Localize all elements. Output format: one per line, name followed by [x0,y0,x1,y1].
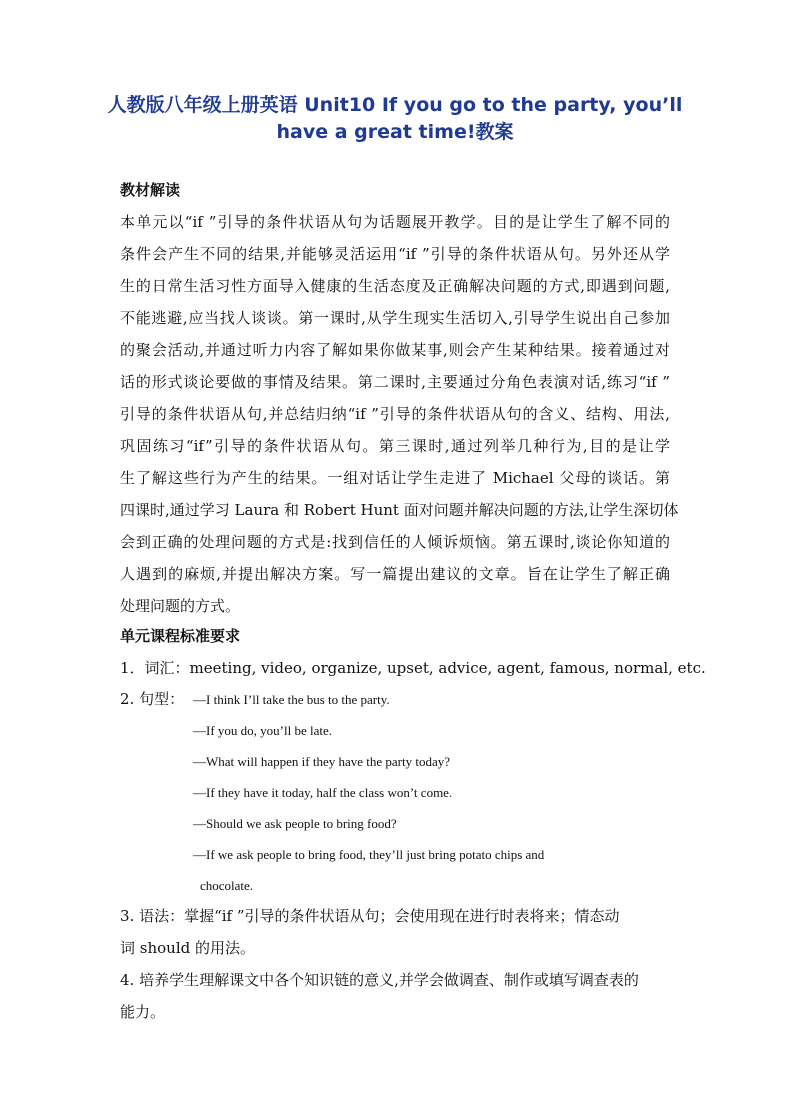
sentence-example: —If we ask people to bring food, they’ll just bring potato chips and [193,847,545,862]
title-line-2: have a great time!教案 [276,121,514,143]
sentence-example: —I think I’ll take the bus to the party. [193,692,390,707]
paragraph-line: 本单元以“if ”引导的条件状语从句为话题展开教学。目的是让学生了解不同的 [120,213,670,231]
document-title [100,92,690,146]
paragraph-line: 的聚会活动,并通过听力内容了解如果你做某事,则会产生某种结果。接着通过对 [120,341,670,359]
paragraph-line: 生了解这些行为产生的结果。一组对话让学生走进了 Michael 父母的谈话。第 [120,469,670,487]
paragraph-line: 人遇到的麻烦,并提出解决方案。写一篇提出建议的文章。旨在让学生了解正确 [120,565,670,583]
grammar-line: 3. 语法：掌握“if ”引导的条件状语从句；会使用现在进行时表将来；情态动 [120,907,620,925]
sentence-example-continuation: chocolate. [200,878,254,893]
paragraph-line: 巩固练习“if”引导的条件状语从句。第三课时,通过列举几种行为,目的是让学 [120,437,670,455]
sentence-pattern-label: 2. 句型： [120,690,185,708]
paragraph-line: 会到正确的处理问题的方式是:找到信任的人倾诉烦恼。第五课时,谈论你知道的 [120,533,670,551]
paragraph-line: 处理问题的方式。 [120,597,241,615]
sentence-example: —If they have it today, half the class won’t come. [193,785,453,800]
paragraph-line: 四课时,通过学习 Laura 和 Robert Hunt 面对问题并解决问题的方法,让学生深切体 [120,501,679,519]
paragraph-line: 生的日常生活习性方面导入健康的生活态度及正确解决问题的方式,即遇到问题, [120,277,670,295]
skill-line: 4. 培养学生理解课文中各个知识链的意义,并学会做调查、制作或填写调查表的 [120,971,639,989]
paragraph-line: 引导的条件状语从句,并总结归纳“if ”引导的条件状语从句的含义、结构、用法, [120,405,670,423]
grammar-line: 词 should 的用法。 [120,939,255,957]
section-heading-textbook-analysis: 教材解读 [120,181,181,199]
sentence-example: —If you do, you’ll be late. [193,723,332,738]
paragraph-line: 条件会产生不同的结果,并能够灵活运用“if ”引导的条件状语从句。另外还从学 [120,245,670,263]
skill-line: 能力。 [120,1003,166,1021]
section-heading-curriculum-requirements: 单元课程标准要求 [120,627,241,645]
vocabulary-line: 1．词汇：meeting, video, organize, upset, advice, agent, famous, normal, etc. [120,659,706,677]
sentence-example: —What will happen if they have the party today? [193,754,451,769]
title-line-1: 人教版八年级上册英语 Unit10 If you go to the party, you’ll [107,94,683,116]
paragraph-line: 话的形式谈论要做的事情及结果。第二课时,主要通过分角色表演对话,练习“if ” [120,373,670,391]
sentence-example: —Should we ask people to bring food? [193,816,397,831]
paragraph-line: 不能逃避,应当找人谈谈。第一课时,从学生现实生活切入,引导学生说出自己参加 [120,309,670,327]
